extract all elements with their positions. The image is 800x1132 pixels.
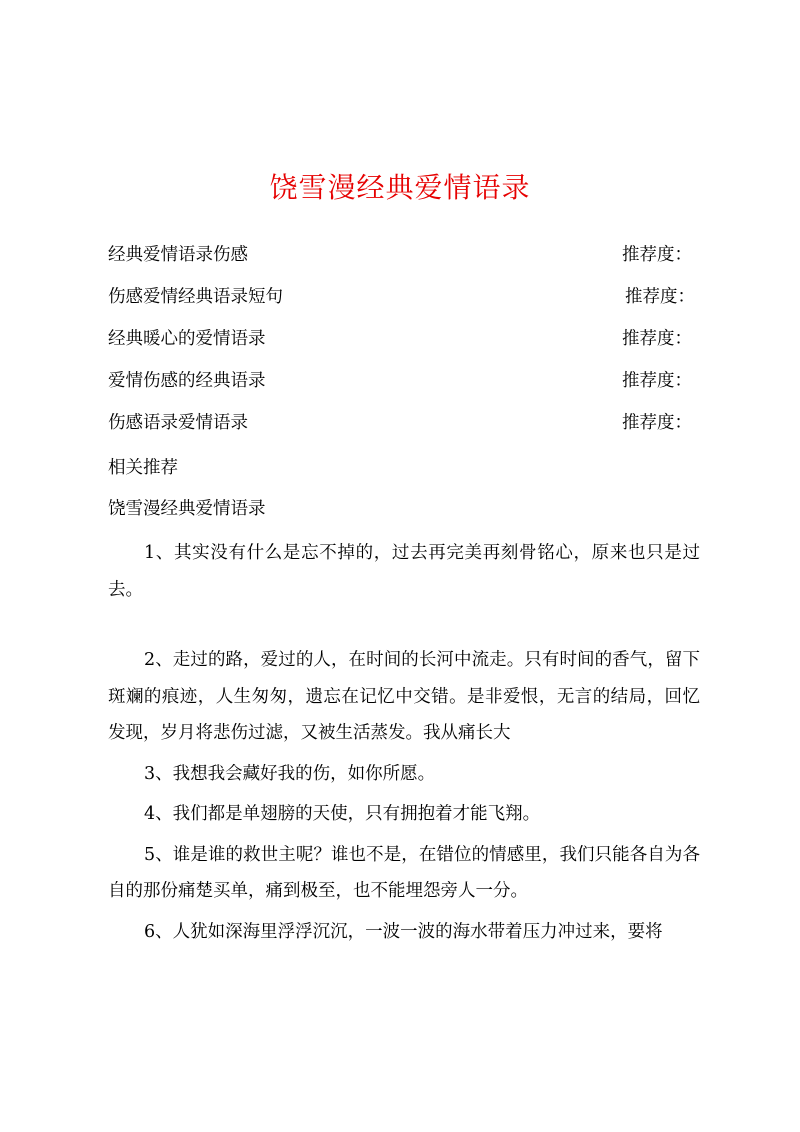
- recommendation-item[interactable]: [108, 242, 692, 284]
- recommendation-item[interactable]: [108, 284, 695, 326]
- related-heading: 相关推荐: [108, 458, 178, 478]
- paragraph: 5、谁是谁的救世主呢？谁也不是，在错位的情感里，我们只能各自为各自的那份痛楚买单，痛到极至，也不能埋怨旁人一分。: [108, 844, 700, 901]
- recommendation-rating-label: 推荐度：: [622, 371, 692, 391]
- paragraph: 1、其实没有什么是忘不掉的，过去再完美再刻骨铭心，原来也只是过去。: [108, 543, 700, 600]
- recommendation-title[interactable]: 经典爱情语录伤感: [108, 245, 248, 265]
- paragraph: 6、人犹如深海里浮浮沉沉，一波一波的海水带着压力冲过来，要将: [144, 921, 663, 942]
- recommendation-rating-label: 推荐度：: [622, 413, 692, 433]
- paragraph: 4、我们都是单翅膀的天使，只有拥抱着才能飞翔。: [144, 804, 541, 824]
- recommendation-item[interactable]: [108, 326, 692, 368]
- recommendation-item[interactable]: [108, 368, 692, 410]
- recommendation-title[interactable]: 爱情伤感的经典语录: [108, 371, 266, 391]
- recommendation-item[interactable]: [108, 410, 692, 452]
- recommendation-title[interactable]: 伤感爱情经典语录短句: [108, 287, 283, 307]
- paragraph-spacer: [108, 608, 700, 642]
- paragraph: 2、走过的路，爱过的人，在时间的长河中流走。只有时间的香气，留下斑斓的痕迹，人生匆匆，遗忘在记忆中交错。是非爱恨，无言的结局，回忆发现，岁月将悲伤过滤，又被生活蒸发。我从痛长大: [108, 650, 700, 743]
- recommendation-rating-label: 推荐度：: [622, 329, 692, 349]
- article-body: [108, 535, 700, 950]
- document-title: 饶雪漫经典爱情语录: [269, 171, 531, 204]
- recommendation-list: [108, 242, 695, 452]
- article-heading: 饶雪漫经典爱情语录: [108, 499, 266, 519]
- recommendation-rating-label: 推荐度：: [622, 245, 692, 265]
- recommendation-title[interactable]: 经典暖心的爱情语录: [108, 329, 266, 349]
- paragraph: 3、我想我会藏好我的伤，如你所愿。: [144, 763, 436, 784]
- recommendation-rating-label: 推荐度：: [625, 287, 695, 307]
- recommendation-title[interactable]: 伤感语录爱情语录: [108, 413, 248, 433]
